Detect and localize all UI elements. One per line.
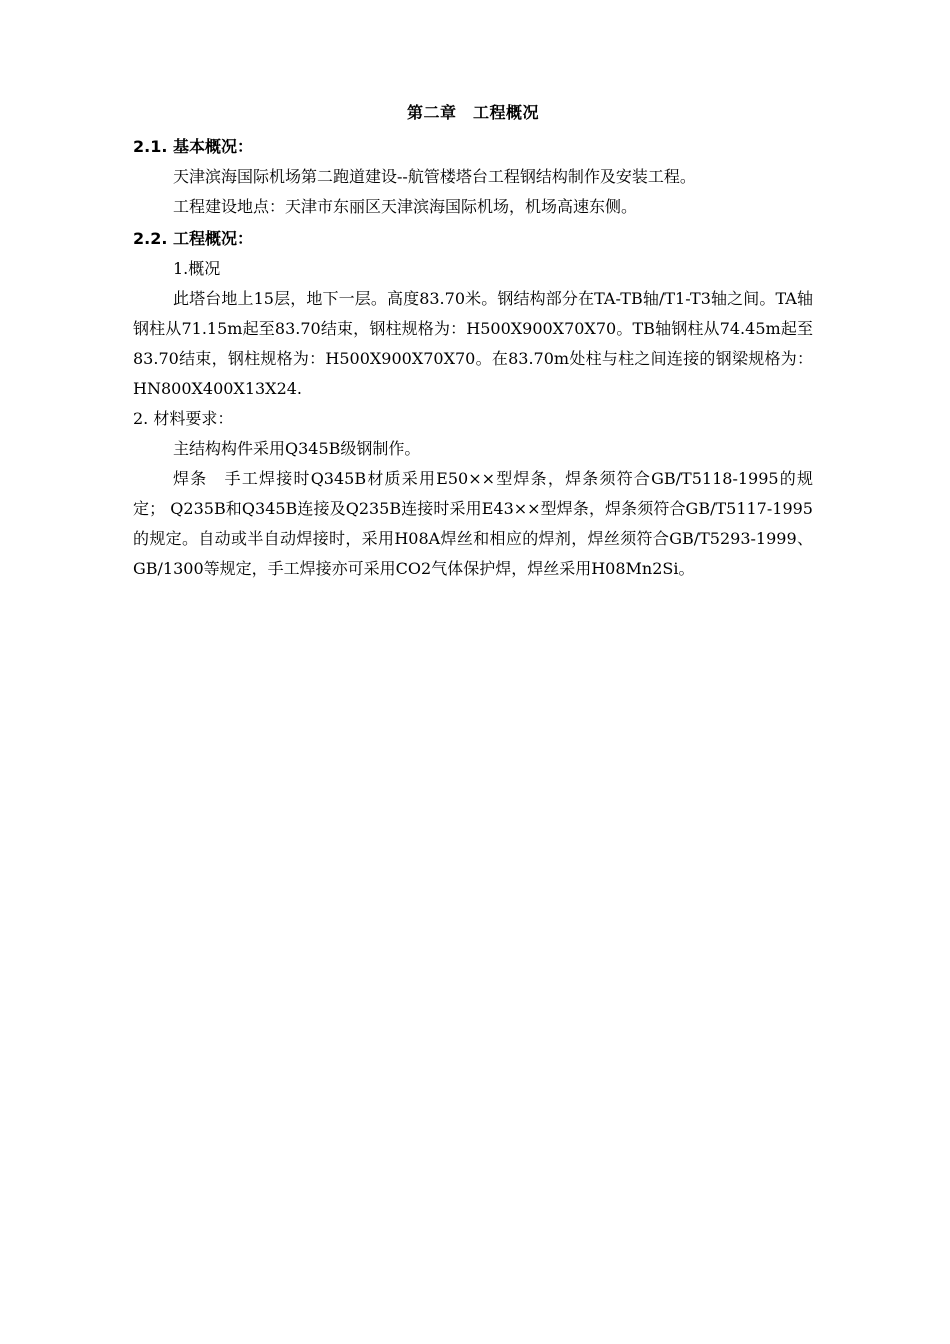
overview-paragraph-tower: 此塔台地上15层，地下一层。高度83.70米。钢结构部分在TA-TB轴/T1-T3轴之间。TA轴钢柱从71.15m起至83.70结束，钢柱规格为：H500X900X70X70。TB轴钢柱从74.45m起至83.70结束，钢柱规格为：H500X900X70X70。在83.70m处柱与柱之间连接的钢梁规格为：HN800X400X13X24. <box>133 289 813 398</box>
basic-paragraph-project: 天津滨海国际机场第二跑道建设--航管楼塔台工程钢结构制作及安装工程。 <box>173 167 696 186</box>
chapter-title: 第二章 工程概况 <box>406 103 539 122</box>
basic-paragraph-location: 工程建设地点：天津市东丽区天津滨海国际机场，机场高速东侧。 <box>173 197 638 216</box>
section-heading-basic: 2.1. 基本概况： <box>133 137 253 156</box>
overview-item-label-2: 2. 材料要求： <box>133 409 234 428</box>
materials-paragraph-steel: 主结构构件采用Q345B级钢制作。 <box>173 439 421 458</box>
materials-paragraph-welding: 焊条 手工焊接时Q345B材质采用E50××型焊条，焊条须符合GB/T5118-1995的规定； Q235B和Q345B连接及Q235B连接时采用E43××型焊条，焊条须符合GB/T5117-1995的规定。自动或半自动焊接时，采用H08A焊丝和相应的焊剂，焊丝须符合GB/T5293-1999、GB/1300等规定，手工焊接亦可采用CO2气体保护焊，焊丝采用H08Mn2Si。 <box>133 469 813 578</box>
overview-item-label-1: 1.概况 <box>173 259 221 278</box>
document-page <box>133 98 813 584</box>
section-heading-overview: 2.2. 工程概况： <box>133 229 253 248</box>
